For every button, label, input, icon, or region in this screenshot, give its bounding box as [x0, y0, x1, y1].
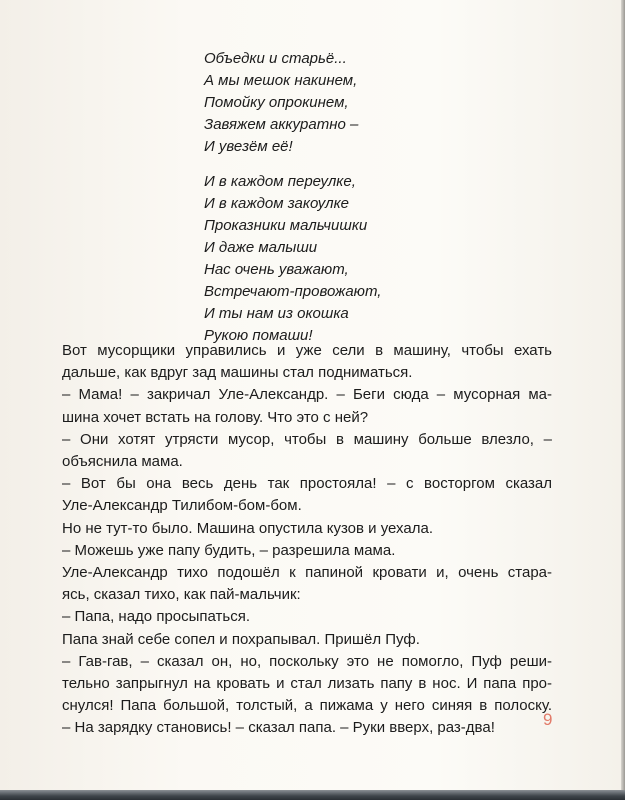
poem-line: Нас очень уважают, [204, 261, 349, 278]
poem-stanza-1 [204, 48, 504, 158]
poem-line: И в каждом закоулке [204, 195, 350, 212]
text-line: Уле-Александр Тилибом-бом-бом. [62, 497, 302, 515]
text-line: – На зарядку становись! – сказал папа. – Руки вверх, раз-два! [62, 719, 495, 737]
text-line: объяснила мама. [62, 453, 183, 471]
page-number: 9 [543, 710, 553, 729]
text-line: – Мама! – закричал Уле-Александр. – Беги сюда – мусорная ма- [62, 386, 552, 404]
text-line: шина хочет встать на голову. Что это с ней? [62, 408, 369, 426]
text-line: Вот мусорщики управились и уже сели в машину, чтобы ехать [62, 342, 552, 359]
text-line: Папа знай себе сопел и похрапывал. Пришёл Пуф. [62, 630, 420, 648]
paragraph [62, 429, 552, 473]
paragraph [62, 717, 552, 739]
text-line: снулся! Папа большой, толстый, а пижама у него синяя в полоску. [62, 697, 552, 715]
text-line: – Вот бы она весь день так простояла! – с восторгом сказал [62, 475, 552, 493]
text-line: – Гав-гав, – сказал он, но, поскольку это не помогло, Пуф реши- [62, 652, 552, 670]
poem-line: А мы мешок накинем, [204, 72, 358, 89]
paragraph [62, 651, 552, 718]
poem-line: Помойку опрокинем, [204, 94, 349, 111]
text-line: – Папа, надо просыпаться. [62, 608, 251, 626]
poem-line: И даже малыши [204, 239, 318, 256]
poem-line: Объедки и старьё... [204, 50, 347, 67]
text-line: ясь, сказал тихо, как пай-мальчик: [62, 586, 301, 604]
text-line: Уле-Александр тихо подошёл к папиной кровати и, очень стара- [62, 564, 552, 582]
poem-line: Рукою помаши! [204, 327, 313, 344]
poem-line: Встречают-провожают, [204, 283, 382, 300]
poem-line: Проказники мальчишки [204, 217, 368, 234]
page-edge-bottom [0, 790, 625, 800]
text-line: дальше, как вдруг зад машины стал подниматься. [62, 364, 413, 382]
prose-text [62, 340, 552, 740]
poem-line: Завяжем аккуратно – [204, 116, 359, 133]
text-line: – Они хотят утрясти мусор, чтобы в машину больше влезло, – [62, 430, 552, 448]
page-edge-right [621, 0, 625, 790]
text-line: – Можешь уже папу будить, – разрешила мама. [62, 541, 396, 559]
paragraph [62, 540, 552, 562]
paragraph [62, 606, 552, 628]
text-line: Но не тут-то было. Машина опустила кузов и уехала. [62, 519, 433, 537]
paragraph [62, 340, 552, 384]
paragraph [62, 384, 552, 428]
poem-stanza-2 [204, 171, 504, 347]
paragraph [62, 518, 552, 540]
poem [204, 48, 504, 347]
text-line: тельно запрыгнул на кровать и стал лизать папу в нос. И папа про- [62, 675, 552, 693]
poem-line: И увезём её! [204, 138, 293, 155]
paragraph [62, 562, 552, 606]
paragraph [62, 629, 552, 651]
poem-line: И в каждом переулке, [204, 173, 356, 190]
paragraph [62, 473, 552, 517]
poem-line: И ты нам из окошка [204, 305, 349, 322]
